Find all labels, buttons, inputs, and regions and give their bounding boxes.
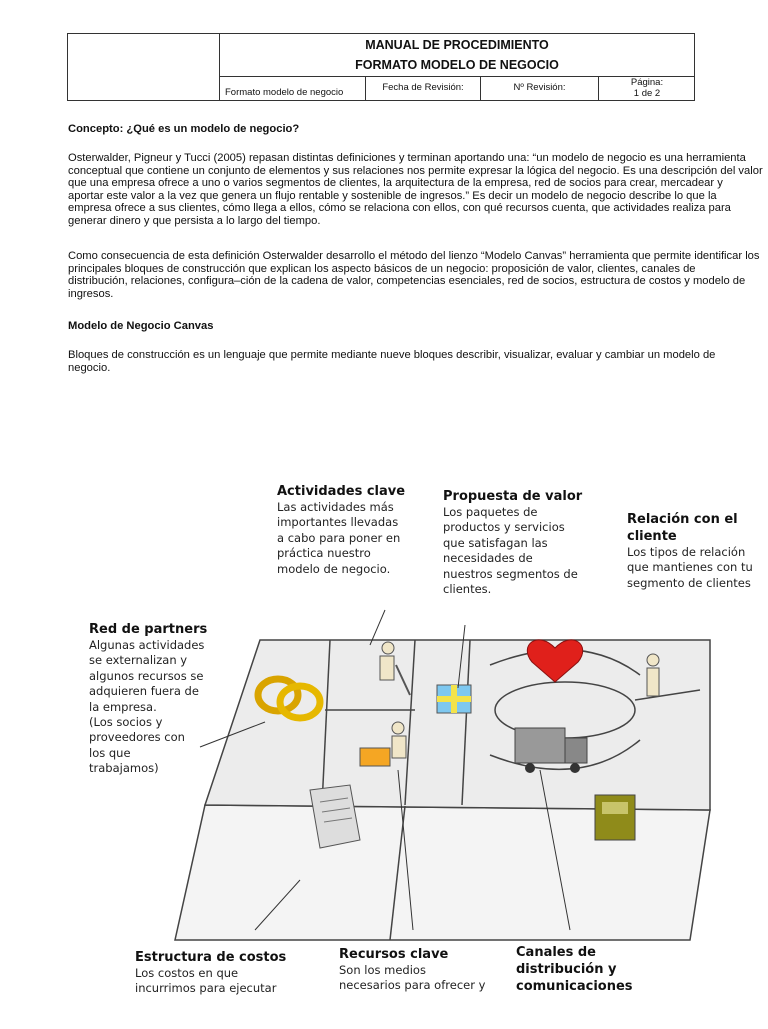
format-name-cell: Formato modelo de negocio: [219, 77, 366, 101]
page-value: 1 de 2: [633, 88, 661, 99]
paragraph-3: [68, 349, 716, 374]
paragraph-line: aportar este valor a la vez que genera un flujo rentable y sostenible de ingresos.” Es decir un modelo de negocio describe lo que la: [68, 189, 717, 202]
paragraph-line: Osterwalder, Pigneur y Tucci (2005) repasan distintas definiciones y terminan aportando una: “un modelo de negocio es una herramienta: [68, 152, 746, 164]
board-top-panel: [205, 640, 710, 810]
paragraph-line: ingresos.: [68, 287, 114, 300]
format-title: FORMATO MODELO DE NEGOCIO: [355, 58, 559, 72]
paragraph-line: Bloques de construcción es un lenguaje que permite mediante nueve bloques describir, visualizar, evaluar y cambiar un modelo de: [68, 349, 716, 361]
paragraph-line: distribución, relaciones, configura–ción de la cadena de valor, competencias esenciales, red de socios, estructura de costos y modelo de: [68, 275, 746, 288]
customer-person-icon: [647, 654, 659, 696]
paragraph-1: [68, 152, 763, 228]
actividades-clave-label: Actividades clave Las actividades más importantes llevadas a cabo para poner en práctica nuestro modelo de negocio.: [277, 484, 406, 576]
paragraph-2: [68, 250, 760, 300]
relacion-cliente-label: Relación con el cliente Los tipos de relación que mantienes con tu segmento de clientes: [627, 512, 753, 590]
paragraph-line: negocio.: [68, 361, 111, 374]
header-meta-row: [219, 76, 695, 101]
revision-number-cell: Nº Revisión:: [481, 77, 599, 101]
estructura-de-costos-label: Estructura de costos Los costos en que incurrimos para ejecutar: [135, 950, 287, 996]
recursos-clave-label: Recursos clave Son los medios necesarios para ofrecer y: [339, 947, 486, 993]
logo-cell: [68, 34, 220, 100]
paragraph-line: Como consecuencia de esta definición Osterwalder desarrollo el método del lienzo “Modelo Canvas” herramienta que permite identificar los: [68, 250, 760, 262]
paragraph-line: que una empresa ofrece a uno o varios segmentos de clientes, la arquitectura de la empresa, red de socios para crear, mercadear y: [68, 177, 723, 190]
paragraph-line: principales bloques de construcción que explican los aspecto básicos de un negocio: proposición de valor, clientes, canales de: [68, 262, 696, 275]
gift-box-icon: [437, 685, 471, 713]
revision-date-cell: Fecha de Revisión:: [366, 77, 481, 101]
paragraph-line: empresa ofrece a sus clientes, cómo llega a ellos, cómo se relaciona con ellos, con qué recursos cuenta, que actividades realiza para: [68, 202, 731, 215]
canvas-heading: Modelo de Negocio Canvas: [68, 320, 214, 332]
paragraph-line: conceptual que contiene un conjunto de elementos y sus relaciones nos permite expresar la lógica del negocio. Es una descripción del valor: [68, 164, 763, 177]
propuesta-de-valor-label: Propuesta de valor Los paquetes de productos y servicios que satisfagan las necesidades de nuestros segmentos de clientes.: [443, 489, 583, 597]
red-de-partners-label: Red de partners Algunas actividades se externalizan y algunos recursos se adquieren fuera de la empresa. (Los socios y proveedores con los que trabajamos): [89, 622, 208, 776]
page-label: Página:: [630, 77, 664, 88]
paragraph-line: generar dinero y que persista a lo largo del tiempo.: [68, 214, 321, 227]
manual-title: MANUAL DE PROCEDIMIENTO: [365, 38, 549, 52]
cash-register-icon: [595, 795, 635, 840]
document-header-table: [67, 33, 695, 101]
canales-distribucion-label: Canales de distribución y comunicaciones: [516, 945, 633, 994]
business-model-canvas-illustration: [60, 470, 753, 1024]
concept-heading: Concepto: ¿Qué es un modelo de negocio?: [68, 123, 300, 135]
page-cell: [599, 77, 695, 101]
